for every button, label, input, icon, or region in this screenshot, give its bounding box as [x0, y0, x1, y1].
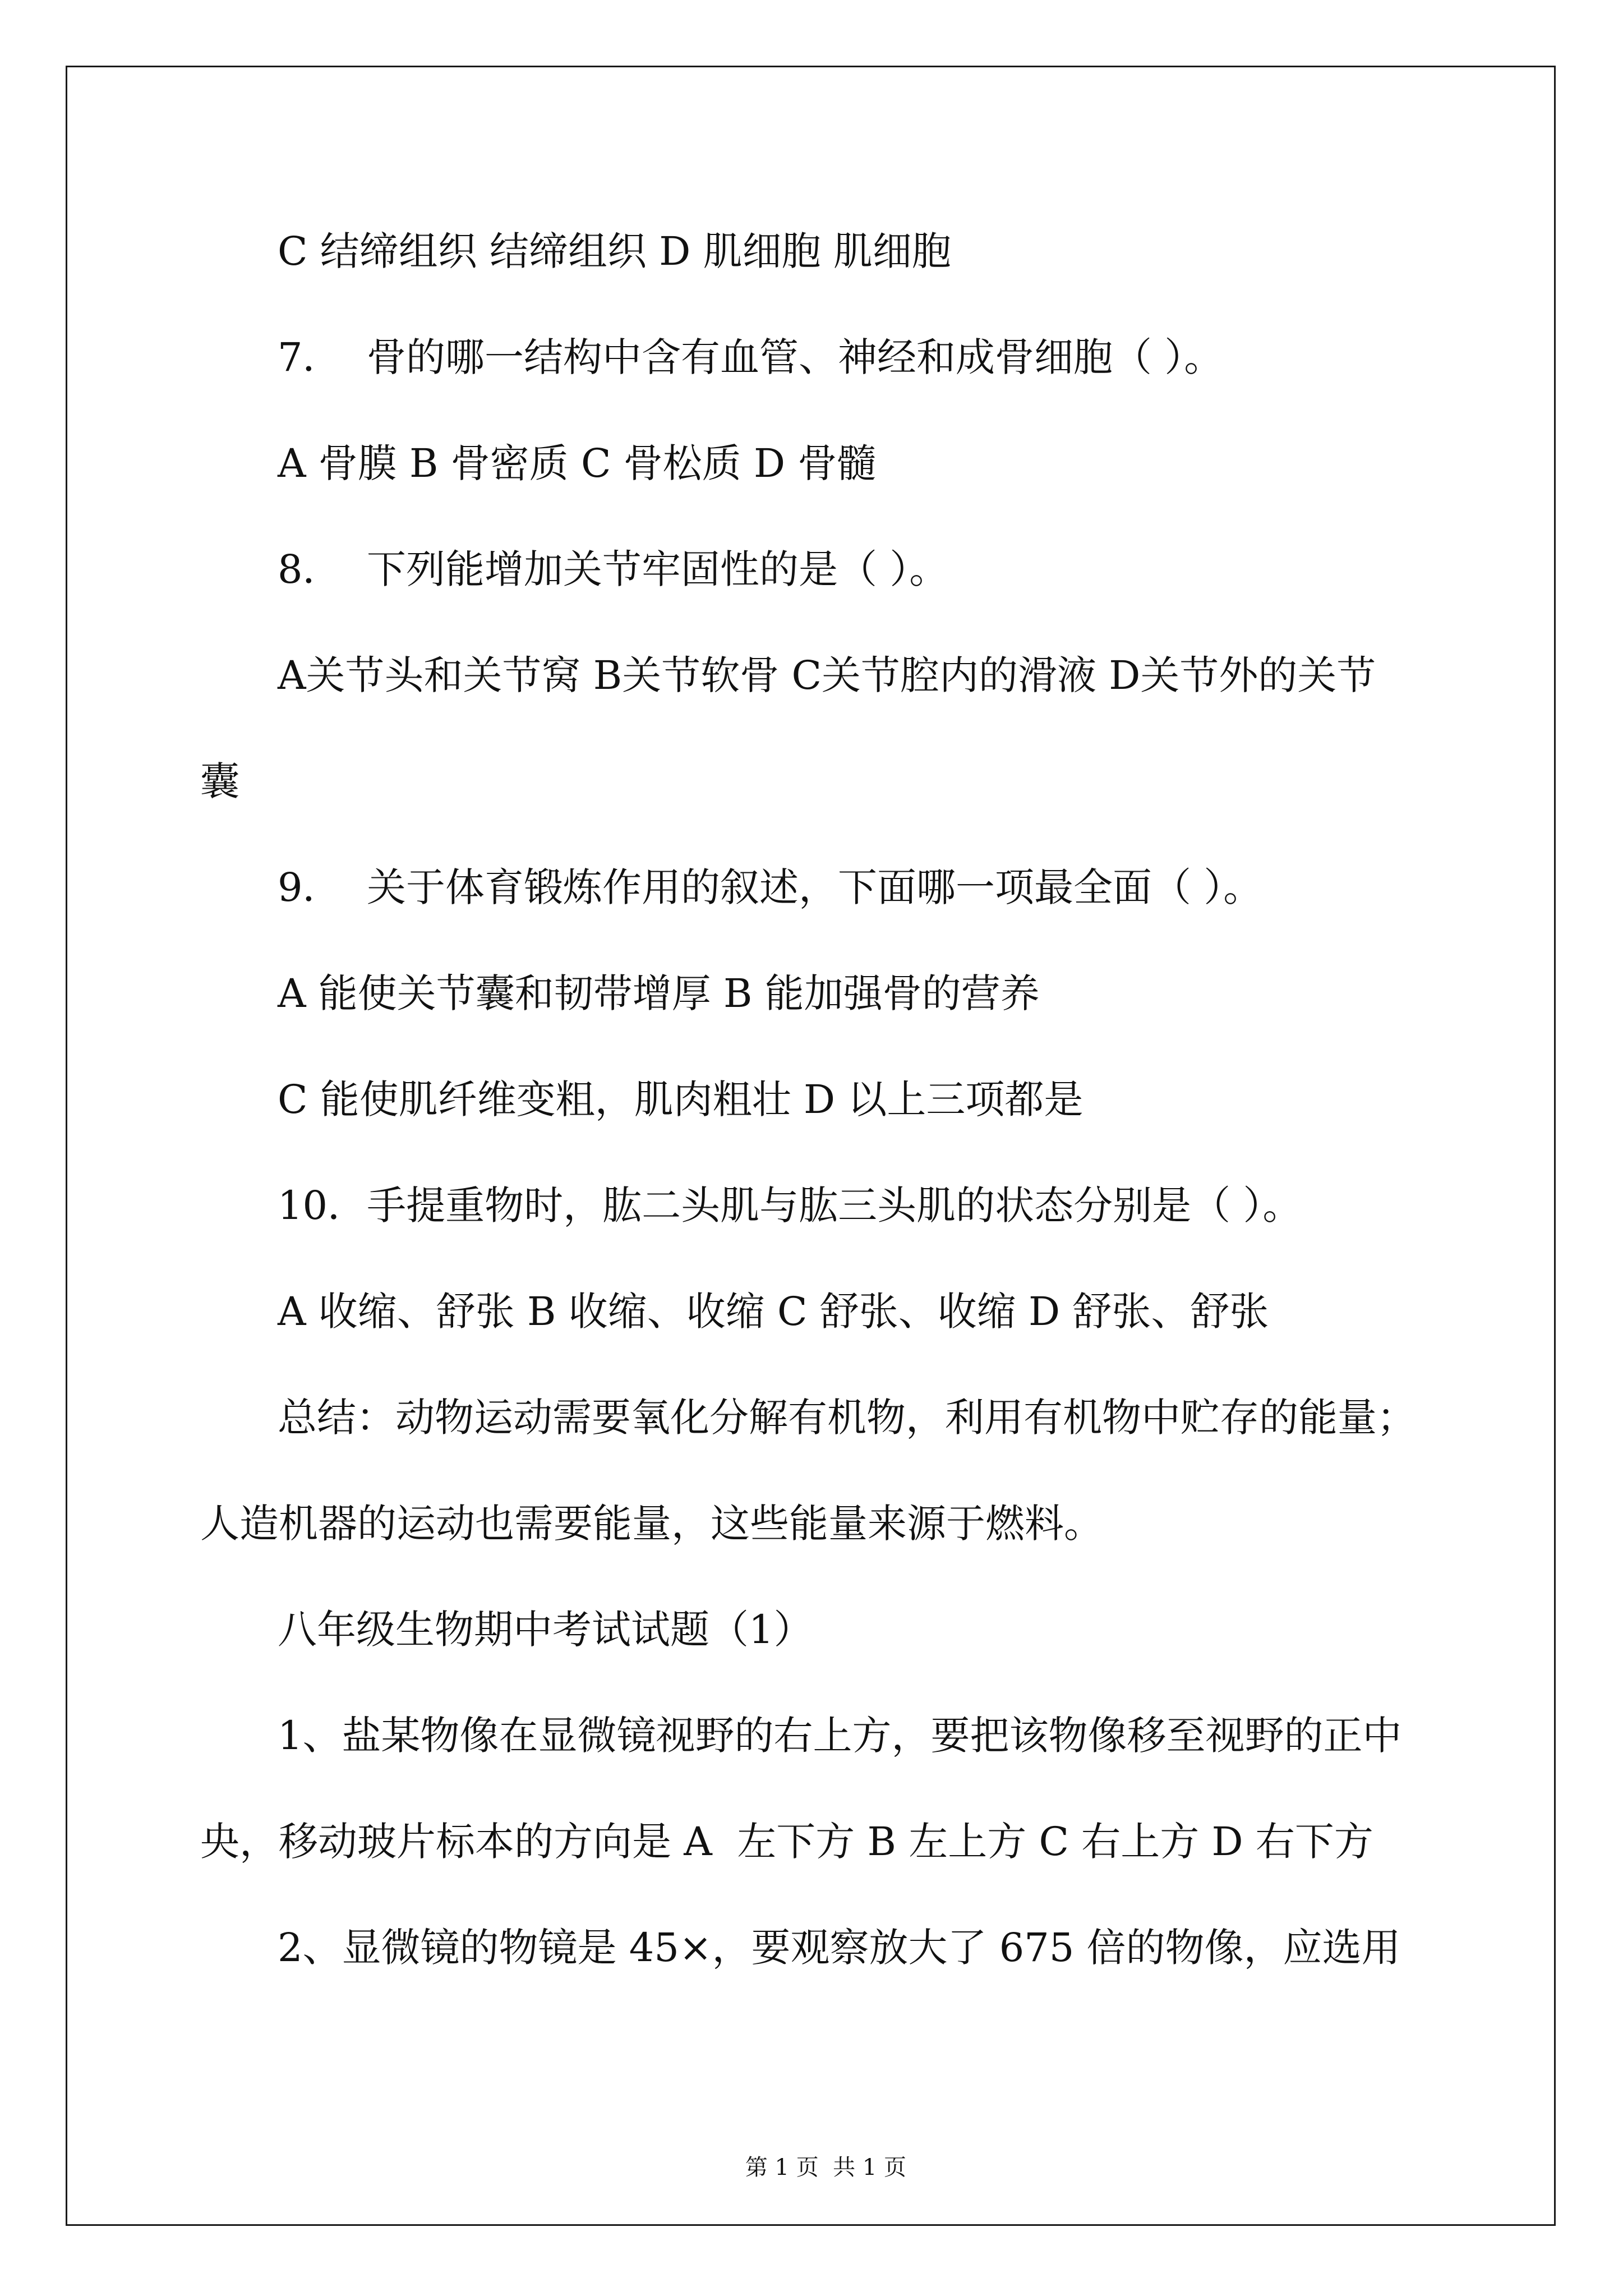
question-8	[200, 517, 1535, 623]
question-9-options-ab	[200, 941, 1535, 1047]
text-line: A 骨膜 B 骨密质 C 骨松质 D 骨髓	[278, 440, 877, 486]
text-line: 7． 骨的哪一结构中含有血管、神经和成骨细胞（ ）。	[278, 334, 1224, 380]
text-line: 10．手提重物时，肱二头肌与肱三头肌的状态分别是（ ）。	[278, 1182, 1302, 1228]
document-body	[200, 199, 1535, 2001]
question-7	[200, 305, 1535, 411]
page-footer	[0, 2125, 1623, 2180]
text-line: 2、显微镜的物镜是 45×，要观察放大了 675 倍的物像，应选用	[278, 1925, 1401, 1971]
question-10-options	[200, 1259, 1535, 1365]
text-line: 八年级生物期中考试试题（1）	[278, 1607, 813, 1653]
question-8-options	[200, 623, 1535, 835]
text-line: 8． 下列能增加关节牢固性的是（ ）。	[278, 546, 949, 592]
text-line: 9． 关于体育锻炼作用的叙述，下面哪一项最全面（ ）。	[278, 864, 1263, 910]
summary-paragraph	[200, 1365, 1535, 1577]
question-9	[200, 835, 1535, 941]
text-line: 1、盐某物像在显微镜视野的右上方，要把该物像移至视野的正中	[278, 1713, 1402, 1759]
question-7-options	[200, 411, 1535, 517]
question-9-options-cd	[200, 1047, 1535, 1153]
section-heading	[200, 1577, 1535, 1683]
text-line: 总结：动物运动需要氧化分解有机物，利用有机物中贮存的能量；	[278, 1395, 1416, 1441]
text-line: C 结缔组织 结缔组织 D 肌细胞 肌细胞	[278, 228, 951, 274]
text-line: A 能使关节囊和韧带增厚 B 能加强骨的营养	[278, 970, 1040, 1016]
text-line: A关节头和关节窝 B关节软骨 C关节腔内的滑液 D关节外的关节	[278, 652, 1376, 698]
exam-question-1	[200, 1683, 1535, 1895]
text-line: 人造机器的运动也需要能量，这些能量来源于燃料。	[200, 1501, 1103, 1547]
text-line: 囊	[200, 758, 239, 804]
paragraph	[200, 199, 1535, 305]
text-line: A 收缩、舒张 B 收缩、收缩 C 舒张、收缩 D 舒张、舒张	[278, 1289, 1269, 1335]
text-line: 央，移动玻片标本的方向是 A 左下方 B 左上方 C 右上方 D 右下方	[200, 1819, 1373, 1865]
page-number: 第 1 页 共 1 页	[745, 2155, 907, 2180]
exam-question-2	[200, 1895, 1535, 2001]
question-10	[200, 1153, 1535, 1259]
text-line: C 能使肌纤维变粗，肌肉粗壮 D 以上三项都是	[278, 1076, 1083, 1122]
